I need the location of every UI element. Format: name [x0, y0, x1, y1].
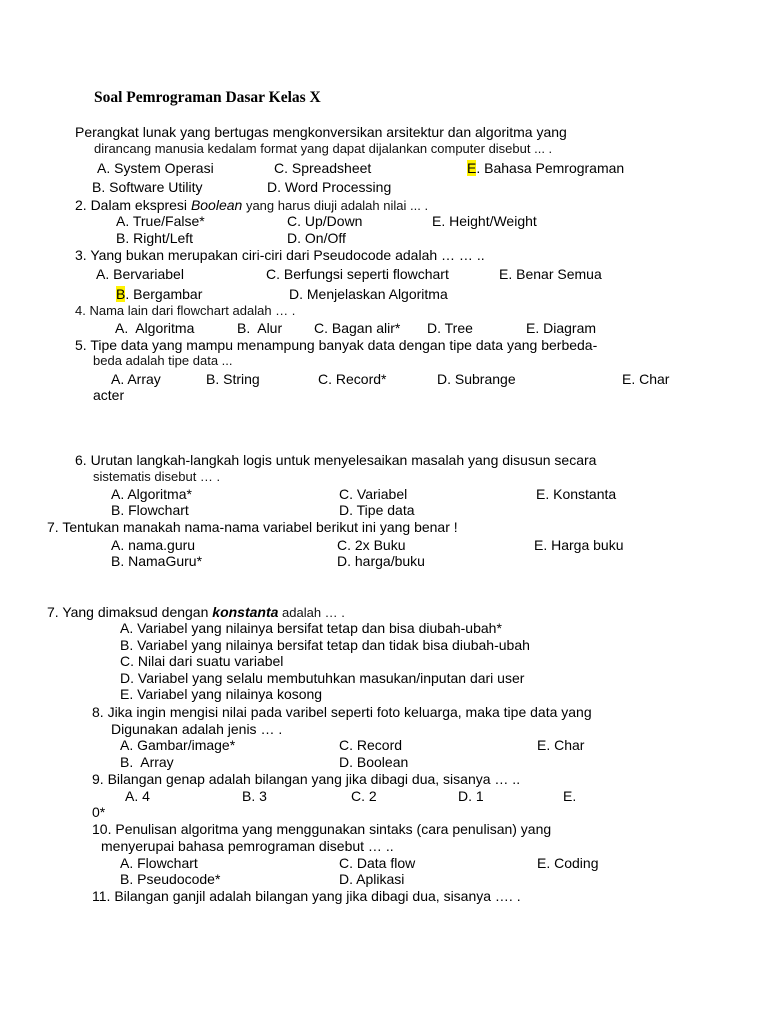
q4-option-e: E. Diagram [526, 320, 597, 336]
question-8-text-continued: Digunakan adalah jenis … . [111, 721, 283, 737]
q10-option-e: E. Coding [537, 855, 599, 871]
question-5-text: 5. Tipe data yang mampu menampung banyak data dengan tipe data yang berbeda- [75, 337, 598, 353]
q1-option-d: D. Word Processing [267, 179, 392, 195]
q6-option-c: C. Variabel [339, 486, 408, 502]
q9-option-b: B. 3 [242, 788, 267, 804]
q8-option-e: E. Char [537, 737, 585, 753]
q7b-text-suffix: adalah … . [278, 605, 345, 620]
q3-option-b-text: . Bergambar [125, 286, 203, 302]
q4-option-b: B. Alur [237, 320, 283, 336]
q2-text-prefix: 2. Dalam ekspresi [75, 197, 191, 213]
q10-option-c: C. Data flow [339, 855, 416, 871]
page-title: Soal Pemrograman Dasar Kelas X [94, 89, 321, 106]
q5-option-c: C. Record* [318, 371, 387, 387]
q7b-text-prefix: 7. Yang dimaksud dengan [47, 604, 213, 620]
question-4-text: 4. Nama lain dari flowchart adalah … . [75, 303, 296, 318]
q3-option-e: E. Benar Semua [499, 266, 602, 282]
q6-option-d: D. Tipe data [339, 502, 415, 518]
question-10-text-continued: menyerupai bahasa pemrograman disebut … .. [101, 838, 394, 854]
q1-option-b: B. Software Utility [92, 179, 203, 195]
q7a-option-a: A. nama.guru [111, 537, 196, 553]
question-11-text: 11. Bilangan ganjil adalah bilangan yang jika dibagi dua, sisanya …. . [92, 888, 521, 904]
q1-option-a: A. System Operasi [97, 160, 214, 176]
q4-option-c: C. Bagan alir* [314, 320, 401, 336]
q7b-option-d: D. Variabel yang selalu membutuhkan masukan/inputan dari user [120, 670, 525, 686]
q1-answer-highlight: E [467, 160, 477, 176]
q9-option-e-wrap: 0* [92, 804, 106, 820]
q8-option-d: D. Boolean [339, 754, 409, 770]
q10-option-b: B. Pseudocode* [120, 871, 221, 887]
q5-option-e-wrap: acter [93, 387, 125, 403]
question-7b-text [47, 604, 345, 621]
question-6-text-continued: sistematis disebut … . [93, 469, 221, 484]
q3-option-d: D. Menjelaskan Algoritma [289, 286, 448, 302]
q1-option-e-text: . Bahasa Pemrograman [476, 160, 625, 176]
q1-option-c: C. Spreadsheet [274, 160, 372, 176]
q2-text-suffix: yang harus diuji adalah nilai ... . [242, 198, 429, 213]
q6-option-b: B. Flowchart [111, 502, 189, 518]
question-7a-text: 7. Tentukan manakah nama-nama variabel berikut ini yang benar ! [47, 519, 458, 535]
q3-option-a: A. Bervariabel [96, 266, 184, 282]
q3-option-c: C. Berfungsi seperti flowchart [266, 266, 449, 282]
q9-option-a: A. 4 [125, 788, 150, 804]
q4-option-a: A. Algoritma [115, 320, 195, 336]
q7a-option-d: D. harga/buku [337, 553, 425, 569]
q6-option-e: E. Konstanta [536, 486, 617, 502]
q9-option-e: E. [563, 788, 577, 804]
q7b-term: konstanta [212, 604, 279, 620]
q2-term: Boolean [190, 197, 243, 213]
q3-option-b [116, 286, 202, 302]
q8-option-c: C. Record [339, 737, 403, 753]
q7a-option-b: B. NamaGuru* [111, 553, 203, 569]
q2-option-a: A. True/False* [116, 213, 205, 229]
question-9-text: 9. Bilangan genap adalah bilangan yang jika dibagi dua, sisanya … .. [92, 771, 521, 787]
q9-option-c: C. 2 [351, 788, 377, 804]
q7a-option-e: E. Harga buku [534, 537, 624, 553]
q5-option-b: B. String [206, 371, 260, 387]
q10-option-d: D. Aplikasi [339, 871, 405, 887]
question-5-text-continued: beda adalah tipe data ... [93, 353, 233, 368]
q7a-option-c: C. 2x Buku [337, 537, 406, 553]
q7b-option-c: C. Nilai dari suatu variabel [120, 653, 284, 669]
q6-option-a: A. Algoritma* [111, 486, 192, 502]
q8-option-b: B. Array [120, 754, 174, 770]
question-2-text [75, 197, 428, 214]
q5-option-a: A. Array [111, 371, 161, 387]
q7b-option-a: A. Variabel yang nilainya bersifat tetap dan bisa diubah-ubah* [120, 620, 502, 636]
question-1-text: Perangkat lunak yang bertugas mengkonversikan arsitektur dan algoritma yang [75, 124, 567, 140]
q7b-option-b: B. Variabel yang nilainya bersifat tetap dan tidak bisa diubah-ubah [120, 637, 530, 653]
q10-option-a: A. Flowchart [120, 855, 198, 871]
question-1-text-continued: dirancang manusia kedalam format yang dapat dijalankan computer disebut ... . [94, 141, 553, 156]
q2-option-b: B. Right/Left [116, 230, 194, 246]
question-6-text: 6. Urutan langkah-langkah logis untuk menyelesaikan masalah yang disusun secara [75, 452, 597, 468]
question-8-text: 8. Jika ingin mengisi nilai pada varibel seperti foto keluarga, maka tipe data yang [92, 704, 592, 720]
q5-option-d: D. Subrange [437, 371, 516, 387]
q4-option-d: D. Tree [427, 320, 473, 336]
q2-option-d: D. On/Off [287, 230, 346, 246]
q3-answer-highlight: B [116, 286, 126, 302]
q2-option-c: C. Up/Down [287, 213, 363, 229]
q1-option-e [467, 160, 624, 176]
q7b-option-e: E. Variabel yang nilainya kosong [120, 686, 323, 702]
q8-option-a: A. Gambar/image* [120, 737, 236, 753]
q5-option-e: E. Char [622, 371, 670, 387]
q2-option-e: E. Height/Weight [432, 213, 537, 229]
question-3-text: 3. Yang bukan merupakan ciri-ciri dari Pseudocode adalah … … .. [75, 247, 485, 263]
question-10-text: 10. Penulisan algoritma yang menggunakan sintaks (cara penulisan) yang [92, 821, 552, 837]
q9-option-d: D. 1 [458, 788, 484, 804]
